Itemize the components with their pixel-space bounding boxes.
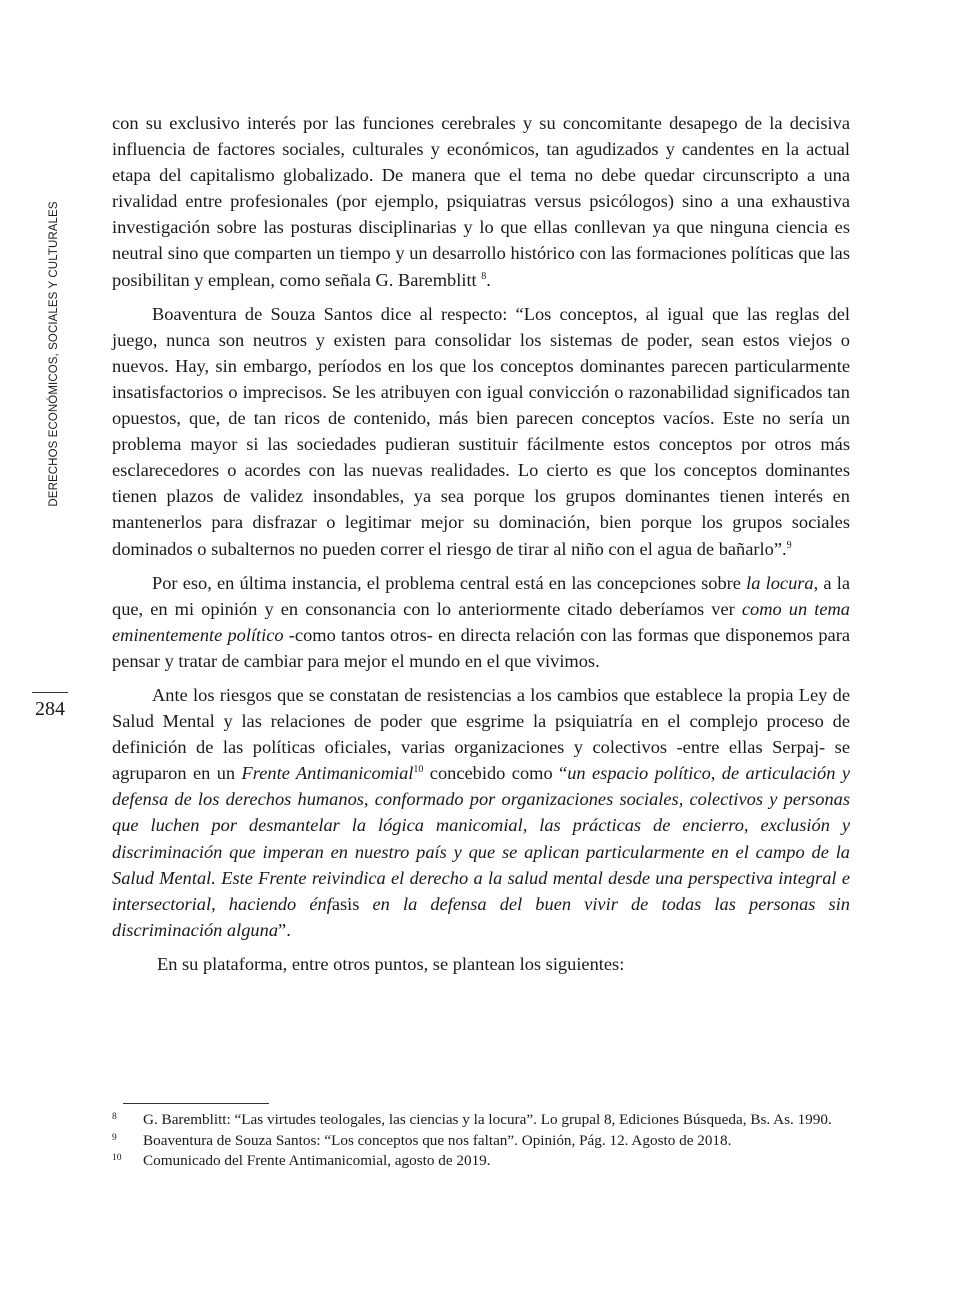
paragraph-1: con su exclusivo interés por las funciones cerebrales y su concomitante desapego de la decisiva influencia de factores sociales, culturales y económicos, tan agudizados y candentes en la actual etapa del capitalismo globalizado. De manera que el tema no debe quedar circunscripto a una rivalidad entre profesionales (por ejemplo, psiquiatras versus psicólogos) sino a una exhaustiva investigación sobre las posturas disciplinarias y lo que ellas conllevan ya que ninguna ciencia es neutral sino que comparten un tiempo y un desarrollo histórico con las formaciones políticas que las posibilitan y emplean, como señala G. Baremblitt $^8$. xyxy=(112,113,850,290)
paragraph-3: Por eso, en última instancia, el problema central está en las concepciones sobre la locura, a la que, en mi opinión y en consonancia con lo anteriormente citado deberíamos ver como un tema eminentemente político -como tantos otros- en directa relación con las formas que disponemos para pensar y tratar de cambiar para mejor el mundo en el que vivimos. xyxy=(112,572,851,671)
body-text xyxy=(112,110,850,985)
emphasis-la-locura: la locura xyxy=(746,572,814,593)
running-header xyxy=(46,195,62,513)
quote-italic-2: en la defensa del buen vivir de todas las personas sin discriminación alguna xyxy=(112,893,850,940)
emphasis-frente-antimanicomial: Frente Antimanicomial xyxy=(241,763,414,784)
page-number: 284 xyxy=(35,698,65,720)
page-number-rule xyxy=(32,692,68,693)
footnote-number: 8 xyxy=(112,1112,117,1122)
footnote-ref-8[interactable]: 8 xyxy=(481,270,487,282)
footnote-text: G. Baremblitt: “Las virtudes teologales, las ciencias y la locura”. Lo grupal 8, Ediciones Búsqueda, Bs. As. 1990. xyxy=(143,1111,832,1128)
footnote-separator xyxy=(123,1103,269,1104)
footnote-text: Comunicado del Frente Antimanicomial, agosto de 2019. xyxy=(143,1152,491,1169)
footnote-ref-10[interactable]: 10 xyxy=(413,764,424,776)
footnote-9 xyxy=(112,1131,850,1152)
emphasis-tema-politico: como un tema eminentemente político xyxy=(112,598,851,645)
footnotes xyxy=(112,1110,850,1172)
footnote-number: 10 xyxy=(112,1153,122,1163)
quote-italic-1: un espacio político, de articulación y defensa de los derechos humanos, conformado por organizaciones sociales, colectivos y personas que luchen por desmantelar la lógica manicomial, las prácticas de encierro, exclusión y discriminación que imperan en nuestro país y que se aplican particularmente en el campo de la Salud Mental. Este Frente reivindica el derecho a la salud mental desde una perspectiva integral e intersectorial, haciendo énf xyxy=(112,763,851,914)
footnote-ref-9[interactable]: 9 xyxy=(786,539,792,551)
footnote-10 xyxy=(112,1151,850,1172)
footnote-8 xyxy=(112,1110,850,1131)
footnote-number: 9 xyxy=(112,1132,117,1143)
paragraph-2: Boaventura de Souza Santos dice al respecto: “Los conceptos, al igual que las reglas del juego, nunca son neutros y existen para consolidar los sistemas de poder, sean estos viejos o nuevos. Hay, sin embargo, períodos en los que los conceptos dominantes parecen particularmente insatisfactorios o imprecisos. Se les atribuyen con igual convicción o razonabilidad significados tan opuestos, que, de tan ricos de contenido, más bien parecen conceptos vacíos. Este no sería un problema mayor si las sociedades pudieran sustituir fácilmente estos conceptos por otros más esclarecedores o acordes con las nuevas realidades. Lo cierto es que los conceptos dominantes tienen plazos de validez insondables, ya sea porque los grupos dominantes tienen interés en mantenerlos para disfrazar o legitimar mejor su dominación, bien porque los grupos sociales dominados o subalternos no pueden correr el riesgo de tirar al niño con el agua de bañarlo”.$^9$ xyxy=(112,303,850,559)
running-header-text: DERECHOS ECONÓMICOS, SOCIALES Y CULTURALES xyxy=(48,201,60,507)
paragraph-5: En su plataforma, entre otros puntos, se plantean los siguientes: xyxy=(157,953,625,974)
paragraph-4: Ante los riesgos que se constatan de resistencias a los cambios que establece la propia Ley de Salud Mental y las relaciones de poder que esgrime la psiquiatría en el complejo proceso de definición de las políticas oficiales, varias organizaciones y colectivos -entre ellas Serpaj- se agruparon en un Frente Antimanicomial$^{10}$ concebido como “un espacio político, de articulación y defensa de los derechos humanos, conformado por organizaciones sociales, colectivos y personas que luchen por desmantelar la lógica manicomial, las prácticas de encierro, exclusión y discriminación que imperan en nuestro país y que se aplican particularmente en el campo de la Salud Mental. Este Frente reivindica el derecho a la salud mental desde una perspectiva integral e intersectorial, haciendo énfasis en la defensa del buen vivir de todas las personas sin discriminación alguna”. xyxy=(112,684,851,940)
footnote-text: Boaventura de Souza Santos: “Los conceptos que nos faltan”. Opinión, Pág. 12. Agosto de 2018. xyxy=(143,1131,732,1149)
